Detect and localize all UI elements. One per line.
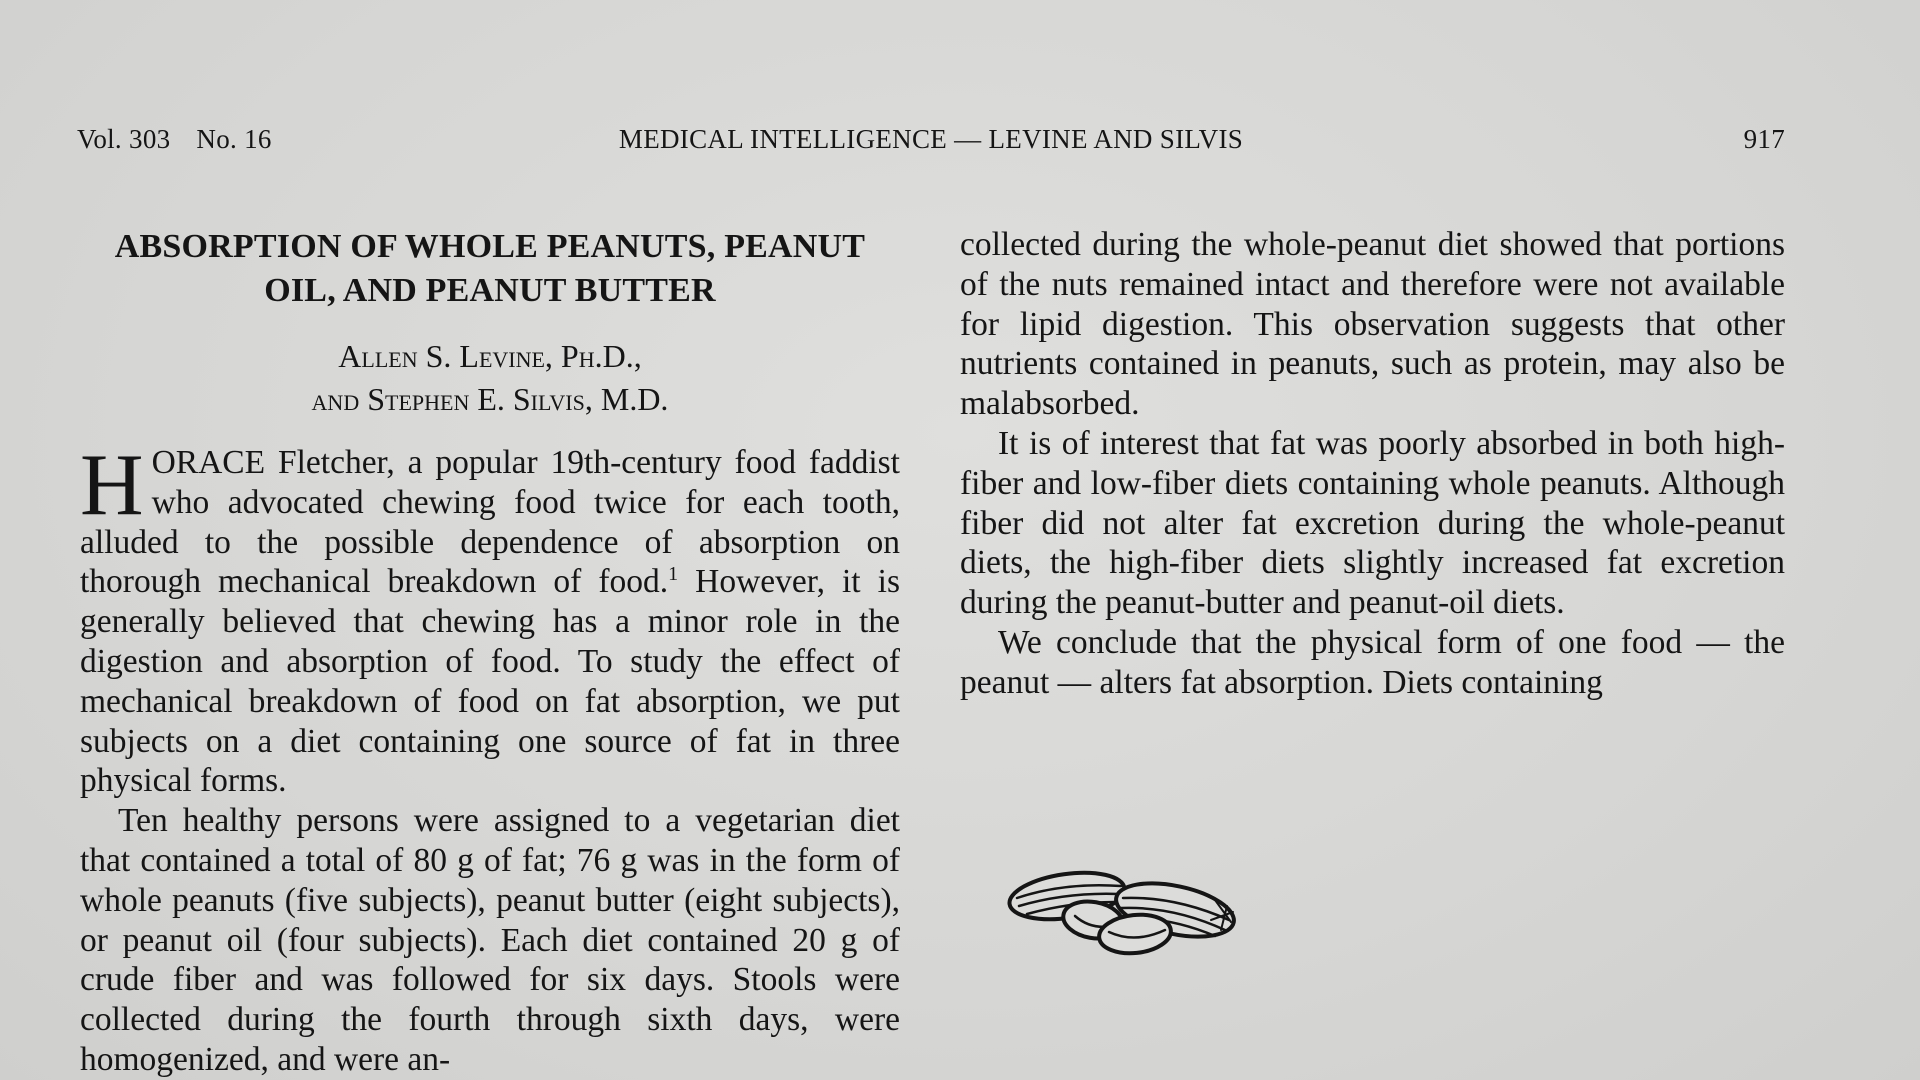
author-line-1: Allen S. Levine, Ph.D.,: [338, 338, 642, 374]
conclusion-paragraph: We conclude that the physical form of one food — the peanut — alters fat absorption. Diets containing: [960, 623, 1785, 701]
right-column: [960, 225, 1785, 703]
results-paragraph: collected during the whole-peanut diet showed that portions of the nuts remained intact and therefore were not available for lipid digestion. This observation suggests that other nutrients contained in peanuts, such as protein, may also be malabsorbed.: [960, 226, 1785, 423]
peanuts-illustration-icon: [1005, 860, 1245, 960]
running-head: [77, 124, 1785, 160]
intro-paragraph: [80, 437, 900, 801]
intro-text-cont: However, it is generally believed that chewing has a minor role in the digestion and absorption of food. To study the effect of mechanical breakdown of food on fat absorption, we put subjects on a diet containing one source of fat in three physical forms.: [80, 563, 900, 800]
fiber-paragraph: It is of interest that fat was poorly absorbed in both high-fiber and low-fiber diets containing whole peanuts. Although fiber did not alter fat excretion during the whole-peanut diets, the high-fiber diets slightly increased fat excretion during the peanut-butter and peanut-oil diets.: [960, 424, 1785, 622]
methods-paragraph: Ten healthy persons were assigned to a vegetarian diet that contained a total of 80 g of fat; 76 g was in the form of whole peanuts (five subjects), peanut butter (eight subjects), or peanut oil (four subjects). Each diet contained 20 g of crude fiber and was followed for six days. Stools were collected during the fourth through sixth days, were homogenized, and were an-: [80, 802, 900, 1078]
reference-marker: 1: [668, 563, 679, 586]
running-head-title: MEDICAL INTELLIGENCE — LEVINE AND SILVIS: [618, 124, 1244, 154]
left-column: [80, 225, 900, 1080]
article-title: ABSORPTION OF WHOLE PEANUTS, PEANUT OIL, AND PEANUT BUTTER: [114, 228, 866, 309]
author-block: [80, 335, 900, 421]
page-number: 917: [1743, 124, 1785, 154]
drop-cap: H: [80, 437, 144, 534]
issue-number: No. 16: [196, 124, 272, 154]
intro-text: ORACE Fletcher, a popular 19th-century food faddist who advocated chewing food twice for each tooth, alluded to the possible dependence of absorption on thorough mechanical breakdown of food.: [80, 444, 900, 601]
volume-number: Vol. 303: [77, 124, 171, 154]
author-line-2: and Stephen E. Silvis, M.D.: [311, 381, 669, 417]
